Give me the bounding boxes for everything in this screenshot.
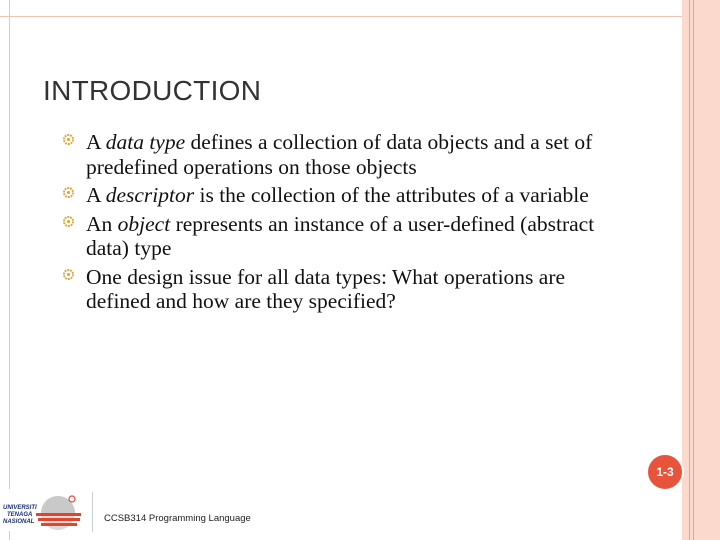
bullet-text: One design issue for all data types: What operations are defined and how are they specified? [86, 264, 566, 313]
svg-text:TENAGA: TENAGA [7, 512, 33, 518]
footer-course-name: CCSB314 Programming Language [104, 513, 251, 524]
slide-frame-left [0, 0, 10, 540]
bullet-text: A [86, 130, 106, 154]
university-logo [0, 489, 92, 531]
svg-text:UNIVERSITI: UNIVERSITI [3, 505, 37, 511]
footer-divider [92, 492, 93, 532]
bullet-item [64, 183, 624, 208]
bullet-item [64, 130, 624, 179]
bullet-item [64, 265, 624, 314]
bullet-text: represents an instance of a user-defined (abstract data) type [86, 211, 595, 260]
page-number-badge: 1-3 [646, 453, 684, 491]
gear-bullet-icon [62, 186, 75, 199]
gear-bullet-icon [62, 133, 75, 146]
bullet-text: is the collection of the attributes of a variable [194, 183, 589, 207]
svg-text:NASIONAL: NASIONAL [3, 519, 35, 525]
bullet-text: A [86, 183, 106, 207]
bullet-term: data type [105, 130, 186, 154]
bullet-text: An [86, 211, 118, 236]
slide-frame-top [0, 0, 720, 17]
gear-bullet-icon [62, 268, 75, 281]
slide-frame-right [682, 0, 720, 540]
slide-title: INTRODUCTION [43, 75, 262, 106]
bullet-list [64, 130, 624, 314]
bullet-item [64, 212, 624, 261]
gear-bullet-icon [62, 215, 75, 228]
bullet-term: descriptor [105, 183, 195, 207]
bullet-text: defines a collection of data objects and a set of predefined operations on those objects [86, 130, 593, 179]
bullet-term: object [117, 211, 171, 236]
